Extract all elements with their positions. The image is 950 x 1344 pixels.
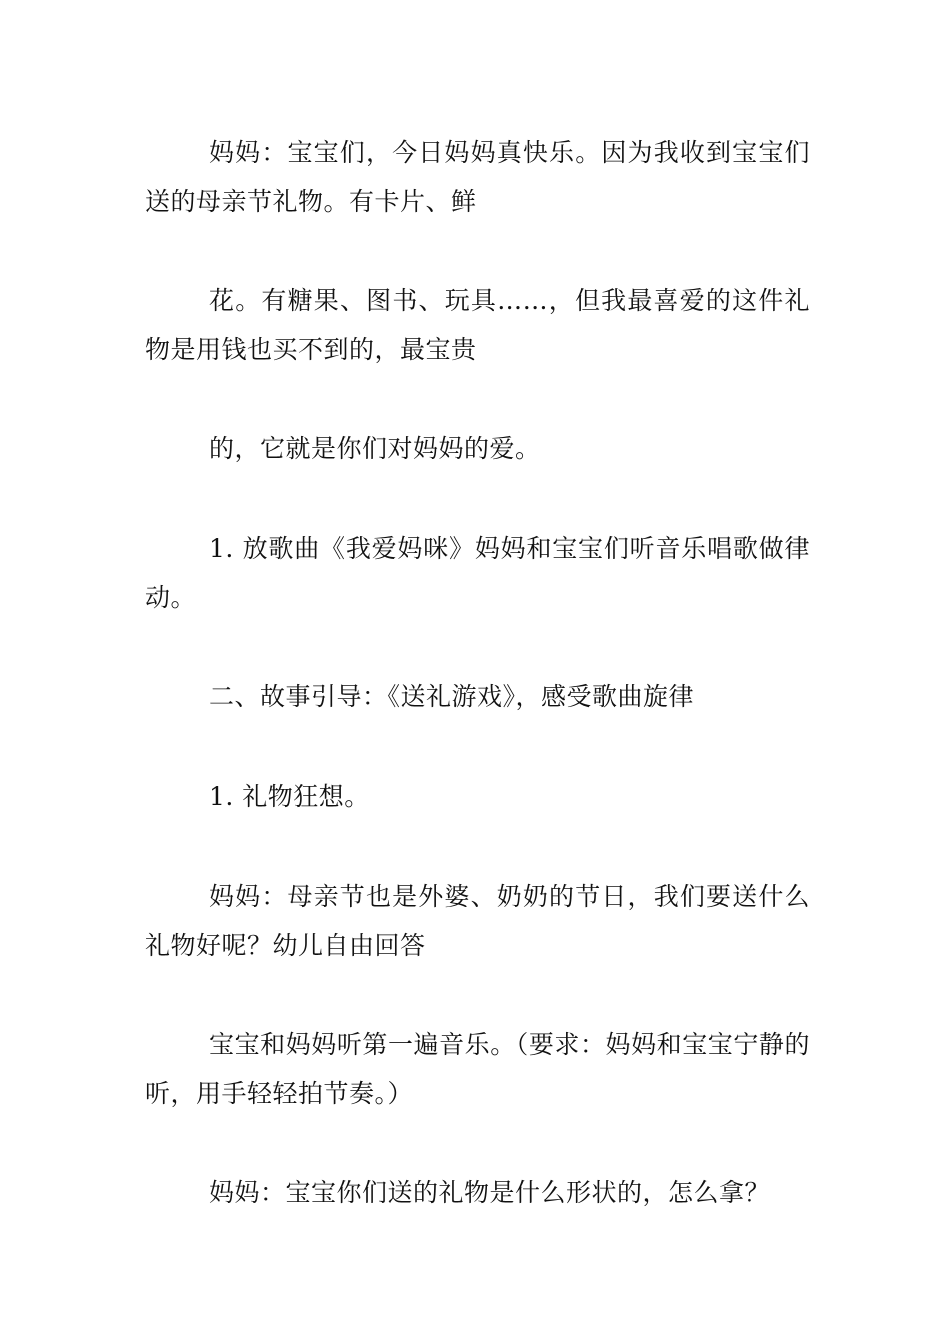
- paragraph-9: 妈妈：宝宝你们送的礼物是什么形状的，怎么拿？: [209, 1178, 771, 1207]
- paragraph-4: 1. 放歌曲《我爱妈咪》妈妈和宝宝们听音乐唱歌做律动。: [145, 534, 810, 612]
- paragraph-1: 妈妈：宝宝们，今日妈妈真快乐。因为我收到宝宝们送的母亲节礼物。有卡片、鲜: [145, 138, 810, 216]
- paragraph-3: 的，它就是你们对妈妈的爱。: [209, 434, 541, 463]
- paragraph-6: 1. 礼物狂想。: [209, 782, 370, 811]
- paragraph-8: 宝宝和妈妈听第一遍音乐。（要求：妈妈和宝宝宁静的听，用手轻轻拍节奏。）: [145, 1030, 810, 1108]
- paragraph-7: 妈妈：母亲节也是外婆、奶奶的节日，我们要送什么礼物好呢？幼儿自由回答: [145, 882, 810, 960]
- paragraph-2: 花。有糖果、图书、玩具……，但我最喜爱的这件礼物是用钱也买不到的，最宝贵: [145, 286, 810, 364]
- section-heading: 二、故事引导：《送礼游戏》，感受歌曲旋律: [209, 682, 695, 711]
